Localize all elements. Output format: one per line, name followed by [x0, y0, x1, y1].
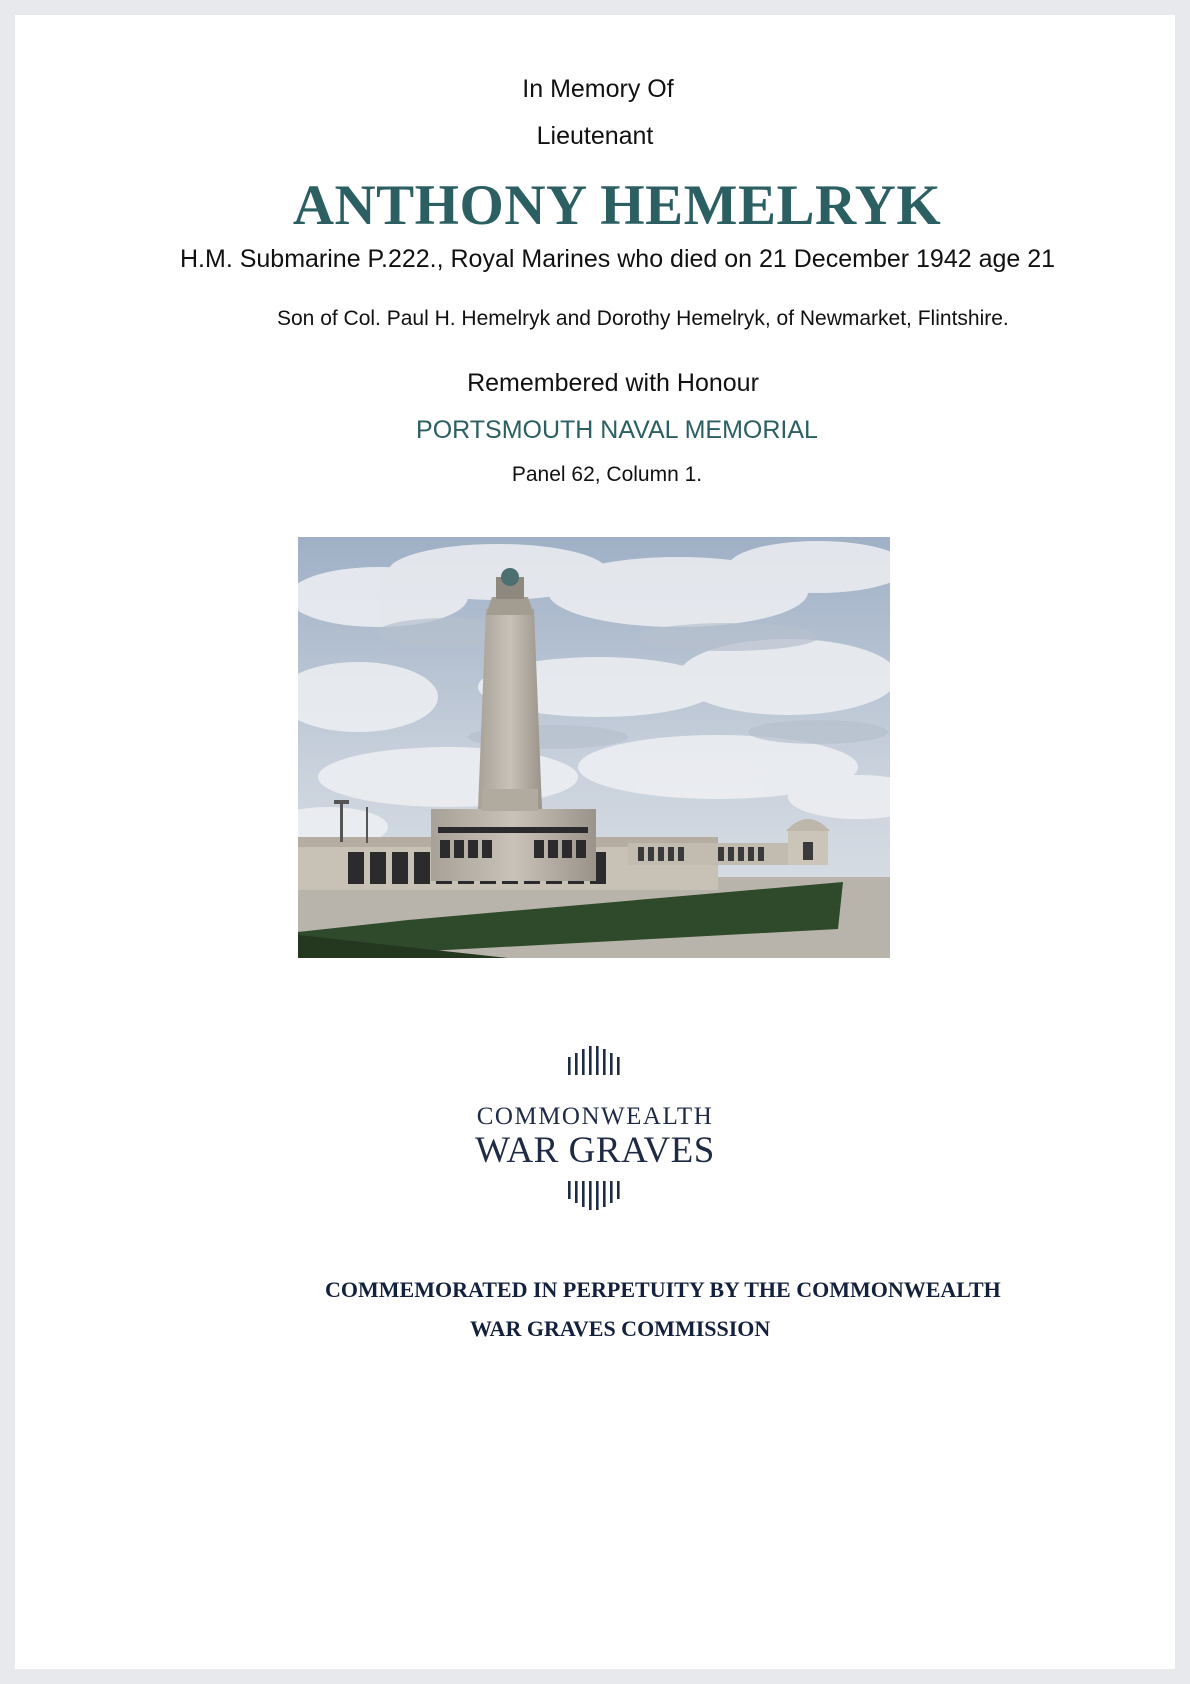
- rank-text: Lieutenant: [536, 122, 654, 150]
- footer-line2: WAR GRAVES COMMISSION: [470, 1316, 771, 1341]
- memorial-photo: [298, 537, 890, 958]
- memorial-name: PORTSMOUTH NAVAL MEMORIAL: [416, 416, 818, 444]
- casualty-name: ANTHONY HEMELRYK: [292, 174, 942, 237]
- remembered-with-honour: Remembered with Honour: [467, 369, 759, 397]
- family-details: Son of Col. Paul H. Hemelryk and Dorothy Hemelryk, of Newmarket, Flintshire.: [277, 307, 1009, 330]
- certificate-page: [15, 15, 1175, 1669]
- cwgc-logo-line1: COMMONWEALTH: [476, 1103, 714, 1130]
- intro-text: In Memory Of: [522, 75, 674, 103]
- footer-line1: COMMEMORATED IN PERPETUITY BY THE COMMONWEALTH: [325, 1277, 1001, 1302]
- service-details: H.M. Submarine P.222., Royal Marines who died on 21 December 1942 age 21: [180, 245, 1056, 273]
- cwgc-logo: [455, 1043, 735, 1213]
- cwgc-logo-line2: WAR GRAVES: [475, 1130, 715, 1171]
- panel-reference: Panel 62, Column 1.: [511, 463, 703, 486]
